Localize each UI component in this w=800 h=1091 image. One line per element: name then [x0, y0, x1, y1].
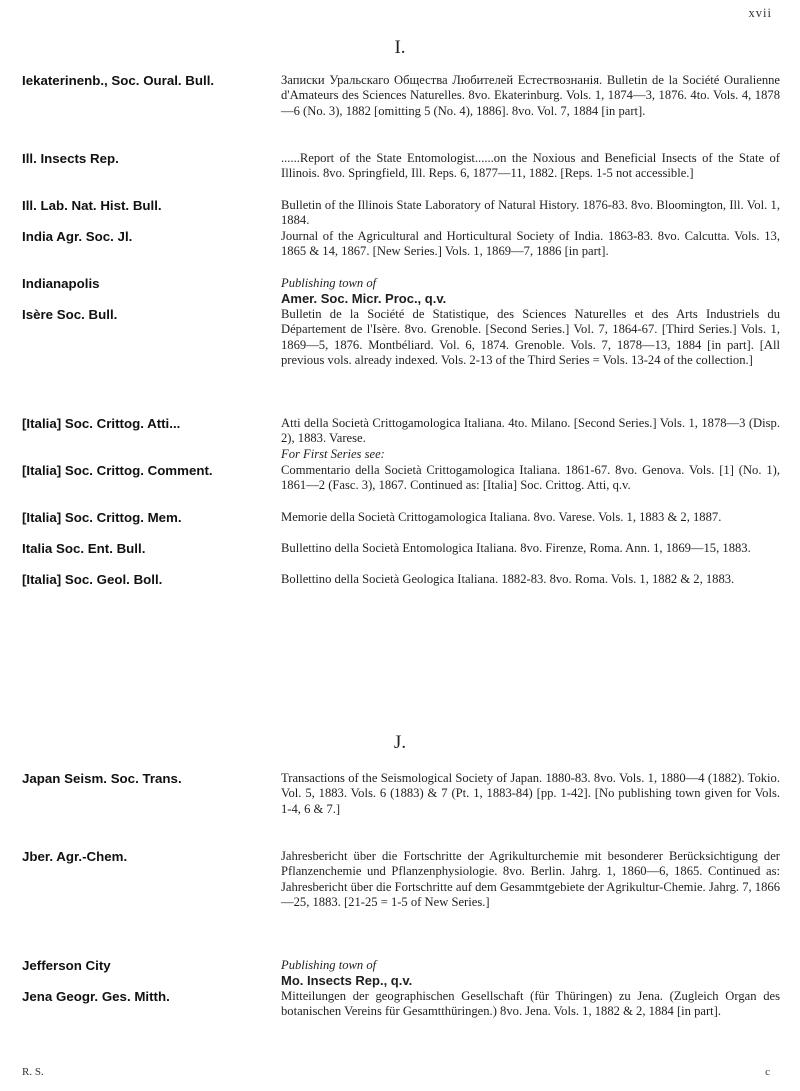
entry-description: Bulletin of the Illinois State Laboratory of Natural History. 1876-83. 8vo. Bloomington, Ill. Vol. 1, 1884.	[281, 198, 780, 228]
entry-abbreviation: India Agr. Soc. Jl.	[22, 229, 133, 244]
entry-description: Bulletin de la Société de Statistique, des Sciences Naturelles et des Arts Industriels du Département de l'Isère. 8vo. Grenoble. [Second Series.] Vol. 7, 1864-67. [Third Series.] Vols. 1, 1869—5, 1876. Montbéliard. Vol. 6, 1874. Grenoble. Vols. 7, 1878—13, 1884 [in part]. [All previous vols. already indexed. Vols. 2-13 of the Third Series = Vols. 13-24 of the collection.]	[281, 307, 780, 368]
entry-abbreviation: Ill. Lab. Nat. Hist. Bull.	[22, 198, 162, 213]
entry	[0, 198, 800, 229]
entry-abbreviation: [Italia] Soc. Crittog. Mem.	[22, 510, 182, 525]
entry	[0, 416, 800, 463]
entry	[0, 958, 800, 989]
entry	[0, 771, 800, 849]
entry-description: Transactions of the Seismological Society of Japan. 1880-83. 8vo. Vols. 1, 1880—4 (1882). Tokio. Vol. 5, 1883. Vols. 6 (1883) & 7 (Pt. 1, 1883-84) [pp. 1-42]. [No publishing town given for Vols. 1-4, 6 & 7.]	[281, 771, 780, 816]
entry	[0, 73, 800, 151]
entry-abbreviation: [Italia] Soc. Crittog. Comment.	[22, 463, 213, 478]
entry-description: Atti della Società Crittogamologica Italiana. 4to. Milano. [Second Series.] Vols. 1, 1878—3 (Disp. 2), 1883. Varese. For First Series see:	[281, 416, 780, 461]
entry-description: Записки Уральскаго Общества Любителей Естествознанія. Bulletin de la Société Ouralienne d'Amateurs des Sciences Naturelles. 8vo. Ekaterinburg. Vols. 1, 1874—3, 1876. 4to. Vols. 4, 1878—6 (No. 3), 1882 [omitting 5 (No. 4), 1886]. 8vo. Vol. 7, 1884 [in part].	[281, 73, 780, 118]
entry-description: Publishing town of Amer. Soc. Micr. Proc., q.v.	[281, 276, 447, 307]
footer-signature: R. S.	[22, 1066, 44, 1078]
page-number: xvii	[748, 6, 772, 20]
entry-description: Journal of the Agricultural and Horticultural Society of India. 1863-83. 8vo. Calcutta. Vols. 13, 1865 & 14, 1867. [New Series.] Vols. 1, 1869—7, 1886 [in part].	[281, 229, 780, 259]
entry-abbreviation: Japan Seism. Soc. Trans.	[22, 771, 182, 786]
entry	[0, 989, 800, 1036]
entry	[0, 151, 800, 198]
entry-description: Memorie della Società Crittogamologica Italiana. 8vo. Varese. Vols. 1, 1883 & 2, 1887.	[281, 510, 722, 524]
entry-description: Publishing town of Mo. Insects Rep., q.v.	[281, 958, 413, 989]
entry-abbreviation: Ill. Insects Rep.	[22, 151, 119, 166]
entry	[0, 572, 800, 603]
entry-abbreviation: Isère Soc. Bull.	[22, 307, 118, 322]
entry-abbreviation: Jber. Agr.-Chem.	[22, 849, 128, 864]
section-heading-i: I.	[394, 37, 406, 58]
entry	[0, 463, 800, 510]
footer-sheet-mark: c	[765, 1066, 770, 1078]
entry	[0, 307, 800, 416]
section-heading-j: J.	[393, 732, 407, 753]
entries-j	[0, 771, 800, 1036]
entry-abbreviation: Jena Geogr. Ges. Mitth.	[22, 989, 170, 1004]
entry-abbreviation: [Italia] Soc. Geol. Boll.	[22, 572, 163, 587]
entry	[0, 849, 800, 958]
entry-abbreviation: Iekaterinenb., Soc. Oural. Bull.	[22, 73, 215, 88]
entry	[0, 541, 800, 572]
entry-description: ......Report of the State Entomologist......on the Noxious and Beneficial Insects of the State of Illinois. 8vo. Springfield, Ill. Reps. 6, 1877—11, 1882. [Reps. 1-5 not accessible.]	[281, 151, 780, 181]
entry-abbreviation: Italia Soc. Ent. Bull.	[22, 541, 146, 556]
entry-description: Jahresbericht über die Fortschritte der Agrikulturchemie mit besonderer Berücksichtigung der Pflanzenchemie und Pflanzenphysiologie. 8vo. Berlin. Jahrg. 1, 1860—6, 1865. Continued as: Jahresbericht über die Fortschritte auf dem Gesammtgebiete der Agrikultur-Chemie. Jahrg. 7, 1866—25, 1883. [21-25 = 1-5 of New Series.]	[281, 849, 780, 910]
entry-abbreviation: Indianapolis	[22, 276, 100, 291]
entry	[0, 276, 800, 307]
entry-abbreviation: Jefferson City	[22, 958, 111, 973]
entry-description: Mitteilungen der geographischen Gesellschaft (für Thüringen) zu Jena. (Zugleich Organ des botanischen Vereins für Gesamtthüringen.) 8vo. Jena. Vols. 1, 1882 & 2, 1884 [in part].	[281, 989, 780, 1019]
entry-description: Bollettino della Società Geologica Italiana. 1882-83. 8vo. Roma. Vols. 1, 1882 & 2, 1883.	[281, 572, 735, 586]
entry-description: Bullettino della Società Entomologica Italiana. 8vo. Firenze, Roma. Ann. 1, 1869—15, 1883.	[281, 541, 751, 555]
entry	[0, 229, 800, 276]
entries-i	[0, 73, 800, 603]
entry	[0, 510, 800, 541]
entry-description: Commentario della Società Crittogamologica Italiana. 1861-67. 8vo. Genova. Vols. [1] (No. 1), 1861—2 (Fasc. 3), 1867. Continued as: [Italia] Soc. Crittog. Atti, q.v.	[281, 463, 780, 493]
entry-abbreviation: [Italia] Soc. Crittog. Atti...	[22, 416, 181, 431]
